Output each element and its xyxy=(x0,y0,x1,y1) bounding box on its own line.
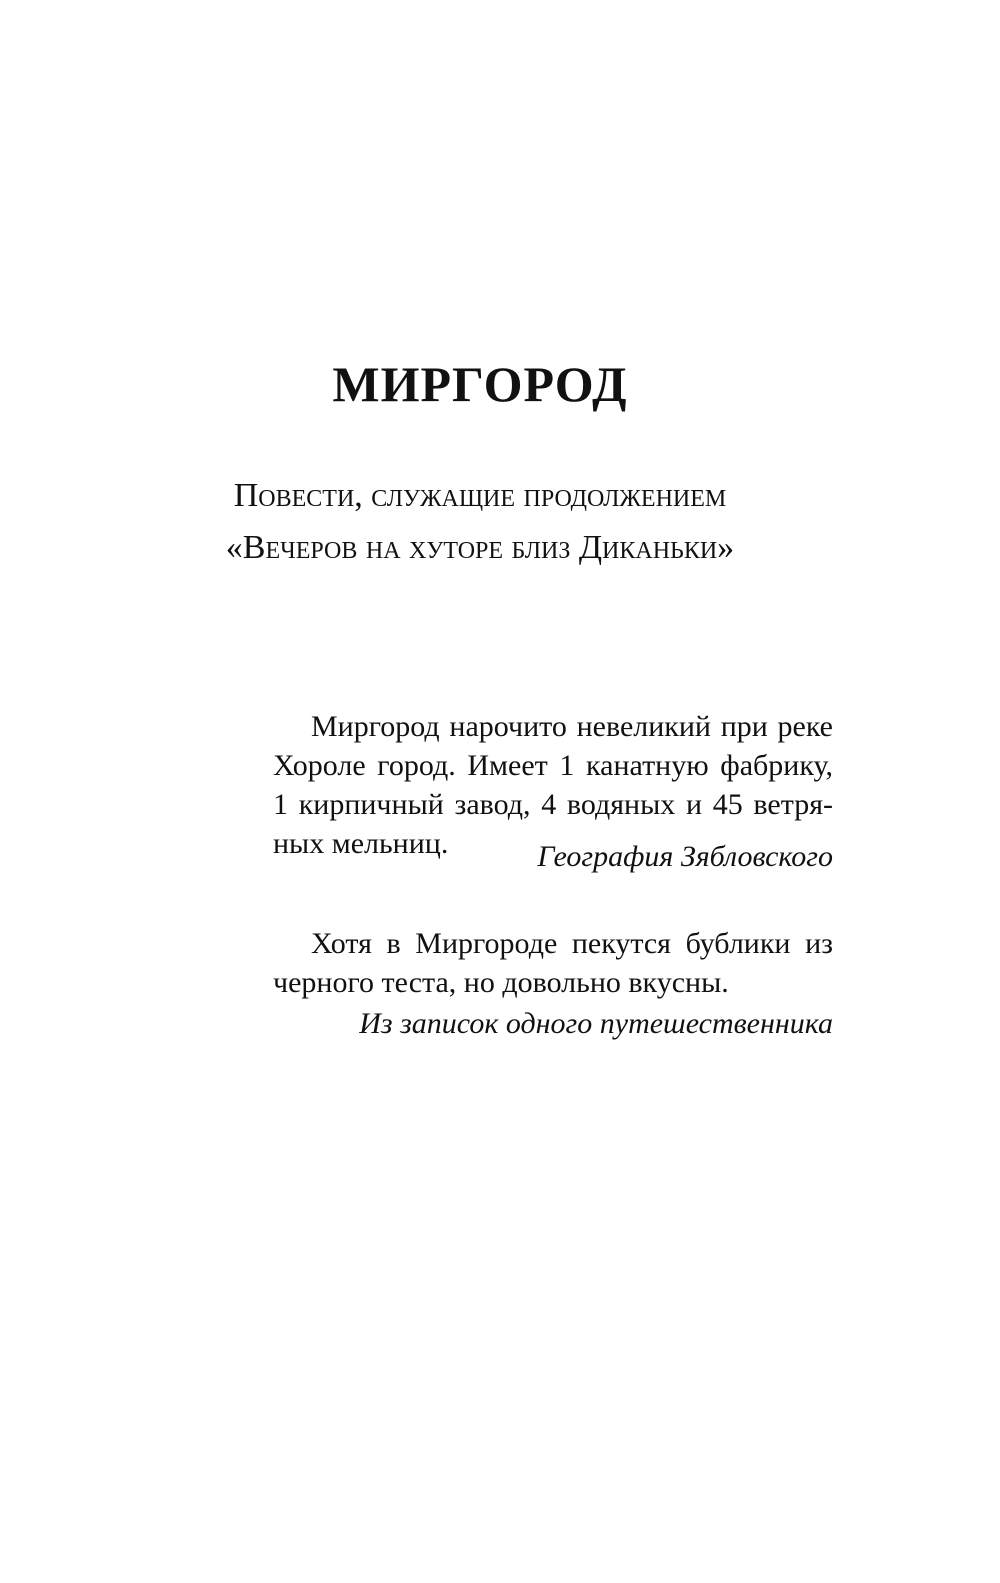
epigraph-2 xyxy=(273,924,833,1043)
epigraph-1-line-3: 1 кирпичный завод, 4 водяных и 45 ветря- xyxy=(273,788,833,821)
epigraph-1-line-4: ных мельниц. xyxy=(273,827,449,860)
epigraph-1-line-1: Миргород нарочито невеликий при реке xyxy=(311,710,833,743)
subtitle-line-2: «Вечеров на хуторе близ Диканьки» xyxy=(225,529,735,566)
epigraph-1-last-row xyxy=(273,824,833,873)
page-title: МИРГОРОД xyxy=(332,356,628,412)
subtitle xyxy=(0,470,960,574)
subtitle-line-1: Повести, служащие продолжением xyxy=(233,477,727,514)
epigraph-1-source: География Зябловского xyxy=(537,840,833,873)
epigraph-1 xyxy=(273,707,833,873)
epigraph-2-line-2: черного теста, но довольно вкусны. xyxy=(273,966,729,999)
epigraph-1-line-2: Хороле город. Имеет 1 канатную фабрику, xyxy=(273,749,833,782)
epigraph-2-source: Из записок одного путешественника xyxy=(359,1007,833,1040)
epigraph-2-line-1: Хотя в Миргороде пекутся бублики из xyxy=(311,927,833,960)
